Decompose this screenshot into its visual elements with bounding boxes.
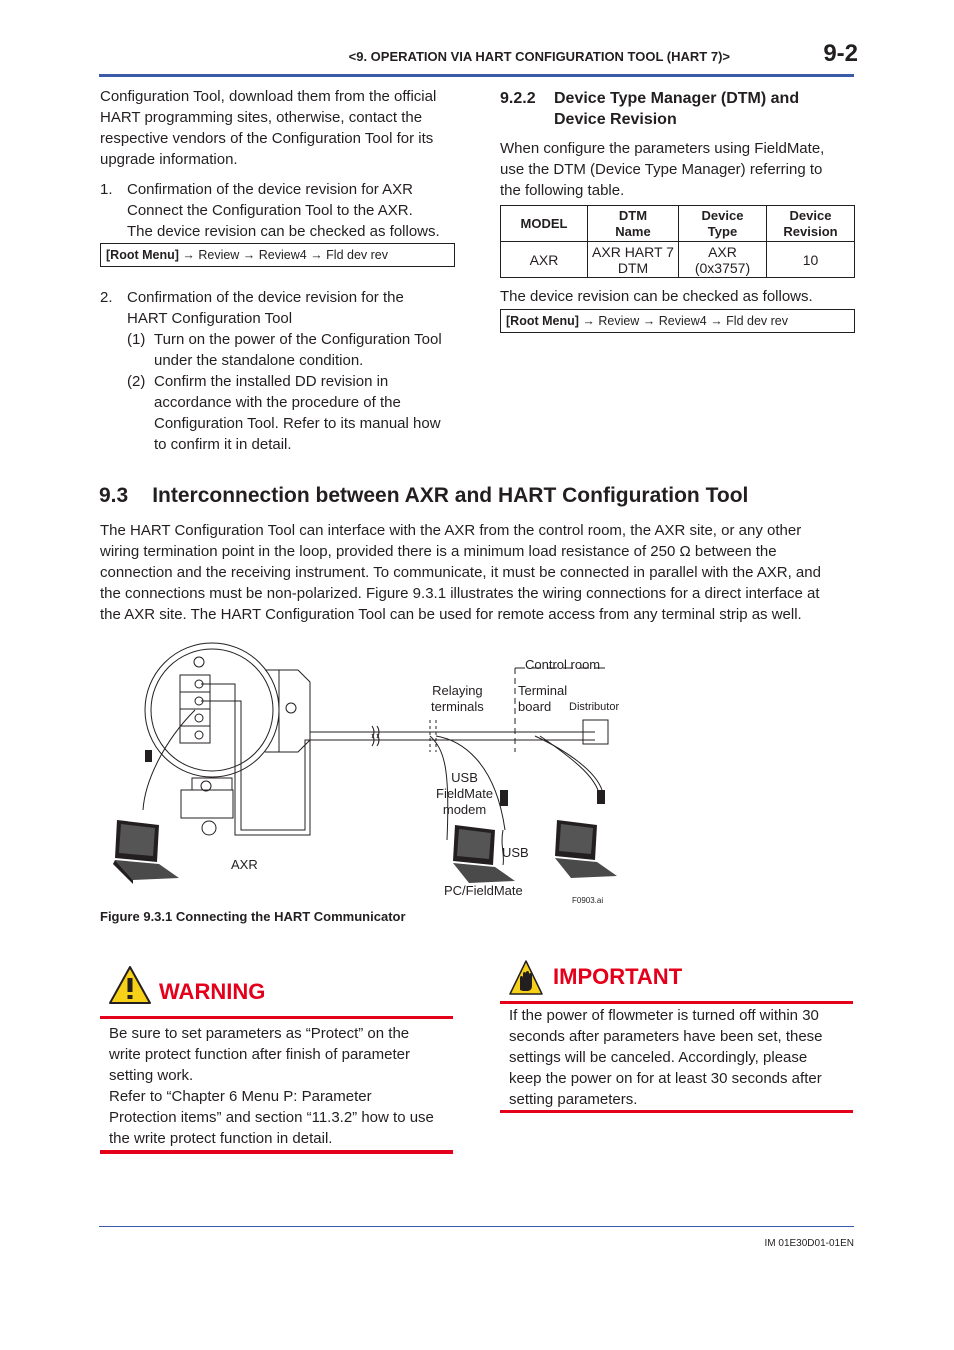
text-line: Configuration Tool. Refer to its manual how — [154, 415, 441, 432]
text-line: use the DTM (Device Type Manager) referring to — [500, 161, 823, 178]
table-cell — [767, 242, 855, 278]
cell-text: AXR HART 7 — [592, 243, 674, 260]
text-line: The HART Configuration Tool can interface with the AXR from the control room, the AXR site, or any other — [100, 522, 802, 539]
check-text: The device revision can be checked as follows. — [500, 288, 813, 305]
text-line: Connect the Configuration Tool to the AXR. — [127, 202, 413, 219]
text-line: seconds after parameters have been set, these — [509, 1028, 823, 1045]
modem-probe — [500, 790, 508, 806]
label-control-room: Control room — [525, 657, 601, 672]
text-line: connection and the receiving instrument. To communicate, it must be connected in parallel with the AXR, and — [100, 564, 821, 581]
warning-triangle-icon — [108, 965, 152, 1005]
text-line: upgrade information. — [100, 151, 238, 168]
subsection-number: 9.2.2 — [500, 90, 536, 107]
text-line: Device Revision — [554, 111, 677, 128]
text-line: FieldMate — [436, 786, 494, 801]
important-text — [509, 1005, 849, 1110]
dtm-intro-paragraph — [500, 138, 855, 201]
document-id: IM 01E30D01-01EN — [764, 1238, 854, 1249]
table-header-cell — [501, 206, 588, 242]
wiring-diagram — [95, 640, 625, 905]
laptop-icon — [555, 820, 617, 878]
table-header-row — [501, 206, 855, 242]
text-line: setting parameters. — [509, 1091, 638, 1108]
list-item-1 — [127, 179, 462, 242]
cell-text: AXR — [529, 251, 559, 268]
text-line: board — [518, 699, 552, 714]
text-line: under the standalone condition. — [154, 352, 364, 369]
sub-item-1 — [154, 329, 459, 371]
text-line: settings will be canceled. Accordingly, please — [509, 1049, 808, 1066]
text-line: Confirm the installed DD revision in — [154, 373, 389, 390]
text-line: write protect function after finish of parameter — [109, 1046, 410, 1063]
table-header-cell — [679, 206, 767, 242]
text-line: USB — [451, 770, 478, 785]
text-line: Device Type Manager (DTM) and — [554, 90, 800, 107]
text-line: Terminal — [518, 683, 568, 698]
text-line: Be sure to set parameters as “Protect” on the — [109, 1025, 410, 1042]
figure-file-id: F0903.ai — [572, 896, 604, 905]
text-line: The device revision can be checked as follows. — [127, 223, 440, 240]
cell-text: Name — [615, 223, 651, 239]
text-line: When configure the parameters using FieldMate, — [500, 140, 825, 157]
cell-text: MODEL — [520, 215, 568, 231]
axr-neck — [181, 790, 233, 818]
label-terminal-board — [518, 683, 567, 715]
warning-text — [109, 1023, 449, 1149]
label-usb: USB — [502, 845, 529, 860]
menu-path-box — [500, 309, 855, 333]
table-row — [501, 242, 855, 278]
menu-path-text: → Review → Review4 → Fld dev rev — [578, 314, 788, 328]
label-distributor: Distributor — [569, 701, 620, 713]
text-line: the write protect function in detail. — [109, 1130, 333, 1147]
intro-paragraph — [100, 86, 460, 170]
running-header: <9. OPERATION VIA HART CONFIGURATION TOOL (HART 7)> — [348, 49, 730, 64]
subsection-title — [554, 88, 854, 130]
important-bottom-rule — [500, 1110, 853, 1113]
sub-item-2 — [154, 371, 459, 455]
warning-bottom-rule — [100, 1150, 453, 1154]
label-pc-fieldmate: PC/FieldMate — [444, 883, 523, 898]
label-relaying-terminals — [431, 683, 484, 715]
cell-text: 10 — [802, 251, 819, 268]
warning-top-rule — [100, 1016, 453, 1019]
cell-text: Revision — [783, 223, 838, 239]
text-line: modem — [442, 802, 487, 817]
text-line: the connections must be non-polarized. Figure 9.3.1 illustrates the wiring connections for a direct interface at — [100, 585, 820, 602]
text-line: Protection items” and section “11.3.2” how to use — [109, 1109, 434, 1126]
text-line: HART Configuration Tool — [127, 310, 293, 327]
menu-root-label: [Root Menu] — [106, 248, 179, 262]
axr-housing — [145, 643, 279, 777]
hand-stop-icon — [508, 960, 544, 996]
laptop-icon — [113, 820, 179, 884]
text-line: Refer to “Chapter 6 Menu P: Parameter — [109, 1088, 372, 1105]
cell-text: Device — [701, 207, 744, 223]
text-line: accordance with the procedure of the — [154, 394, 401, 411]
text-line: Confirmation of the device revision for AXR — [127, 181, 413, 198]
footer-rule — [99, 1226, 854, 1227]
cell-text: DTM — [617, 259, 649, 276]
text-line: the AXR site. The HART Configuration Tool can be used for remote access from any terminal strip as well. — [100, 606, 802, 623]
text-line: setting work. — [109, 1067, 194, 1084]
dtm-table — [500, 205, 855, 278]
sub-item-1-number: (1) — [127, 331, 146, 348]
important-title: IMPORTANT — [553, 964, 683, 989]
text-line: Confirmation of the device revision for the — [127, 289, 404, 306]
menu-path-box — [100, 243, 455, 267]
table-header-cell — [767, 206, 855, 242]
header-rule — [99, 74, 854, 77]
text-line: respective vendors of the Configuration Tool for its — [100, 130, 434, 147]
label-usb-modem — [436, 770, 493, 818]
cell-text: DTM — [618, 207, 648, 223]
text-line: keep the power on for at least 30 seconds after — [509, 1070, 822, 1087]
section-title: Interconnection between AXR and HART Configuration Tool — [152, 484, 749, 507]
figure-caption: Figure 9.3.1 Connecting the HART Communicator — [100, 909, 406, 924]
text-line: Turn on the power of the Configuration Tool — [154, 331, 442, 348]
text-line: Configuration Tool, download them from the official — [100, 88, 437, 105]
table-header-cell — [588, 206, 679, 242]
cell-text: AXR — [708, 243, 737, 260]
table-cell — [679, 242, 767, 278]
text-line: Relaying — [432, 683, 483, 698]
text-line: wiring termination point in the loop, provided there is a minimum load resistance of 250 Ω between the — [100, 543, 777, 560]
menu-root-label: [Root Menu] — [506, 314, 579, 328]
list-item-1-number: 1. — [100, 181, 113, 198]
cell-text: (0x3757) — [694, 259, 751, 276]
section-number: 9.3 — [99, 484, 129, 507]
text-line: to confirm it in detail. — [154, 436, 292, 453]
text-line: the following table. — [500, 182, 625, 199]
list-item-2-number: 2. — [100, 289, 113, 306]
cell-text: Type — [707, 223, 738, 239]
sub-item-2-number: (2) — [127, 373, 146, 390]
table-cell — [501, 242, 588, 278]
probe-clip — [597, 790, 605, 804]
important-top-rule — [500, 1001, 853, 1004]
text-line: HART programming sites, otherwise, contact the — [100, 109, 423, 126]
cell-text: Device — [789, 207, 832, 223]
list-item-2 — [127, 287, 462, 329]
text-line: terminals — [431, 699, 484, 714]
warning-title: WARNING — [159, 979, 266, 1004]
menu-path-text: → Review → Review4 → Fld dev rev — [178, 248, 388, 262]
text-line: If the power of flowmeter is turned off within 30 — [509, 1007, 819, 1024]
probe-clip — [145, 750, 152, 762]
page-number: 9-2 — [823, 40, 858, 67]
section-heading — [99, 484, 748, 508]
table-cell — [588, 242, 679, 278]
label-axr: AXR — [231, 857, 258, 872]
section-body — [100, 520, 855, 625]
